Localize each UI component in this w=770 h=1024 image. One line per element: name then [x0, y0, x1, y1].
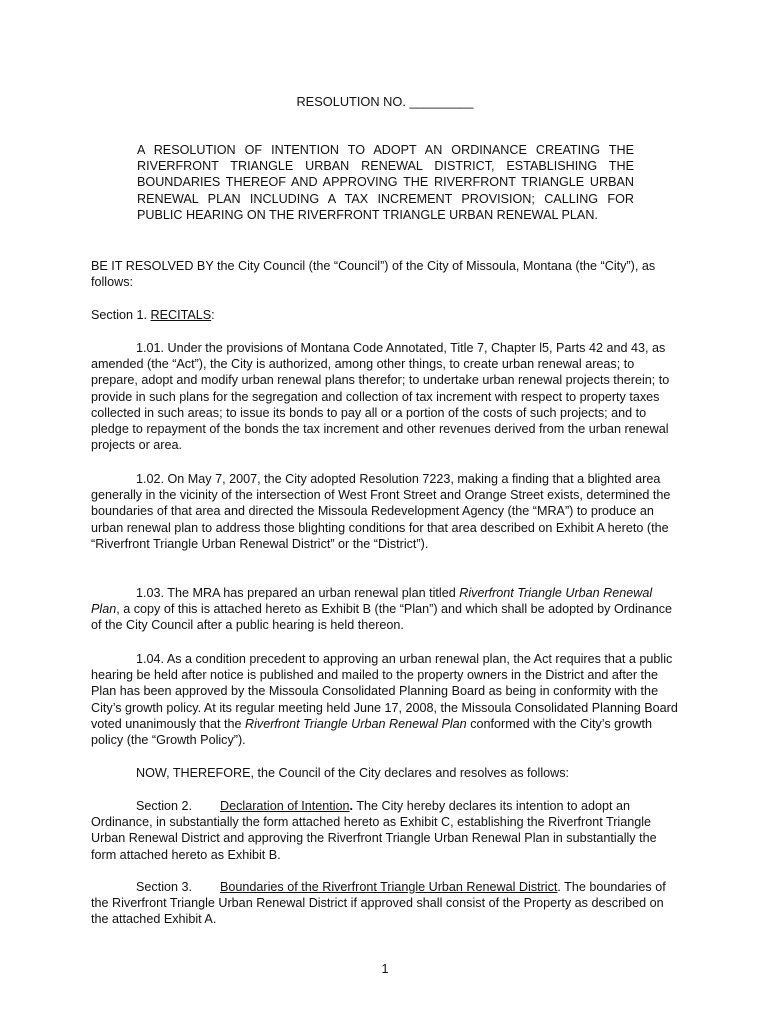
section-2-text: The City hereby declares its intention to adopt an Ordinance, in substantially the form attached hereto as Exhibit C, establishing the Riverfront Triangle Urban Renewal District and approving the Riverfront Triangle Urban Renewal Plan in substantially the form attached hereto as Exhibit B.	[91, 799, 657, 862]
section-2-label: Section 2.	[136, 799, 193, 813]
recital-1-03-text-b: , a copy of this is attached hereto as Exhibit B (the “Plan”) and which shall be adopted by Ordinance of the City Council after a public hearing is held thereon.	[91, 602, 673, 633]
section-1-label: Section 1.	[91, 308, 151, 322]
resolution-title: RESOLUTION NO. _________	[296, 94, 474, 109]
now-therefore-paragraph: NOW, THEREFORE, the Council of the City declares and resolves as follows:	[136, 766, 570, 780]
section-2-paragraph	[91, 798, 681, 863]
section-2-heading: Declaration of Intention	[220, 799, 350, 813]
recital-1-03-plan-title: Riverfront Triangle Urban Renewal Plan	[91, 586, 653, 617]
section-3-paragraph	[91, 879, 681, 928]
recital-1-03-text-a: 1.03. The MRA has prepared an urban renewal plan titled	[136, 586, 460, 600]
section-3-heading: Boundaries of the Riverfront Triangle Urban Renewal District	[220, 880, 558, 894]
recital-1-04-text-a: 1.04. As a condition precedent to approving an urban renewal plan, the Act requires that a public hearing be held after notice is published and mailed to the property owners in the District and after the Plan has been approved by the Missoula Consolidated Planning Board as being in conformity with the City’s growth policy. At its regular meeting held June 17, 2008, the Missoula Consolidated Planning Board voted unanimously that the	[91, 652, 678, 731]
recital-1-02: 1.02. On May 7, 2007, the City adopted Resolution 7223, making a finding that a blighted area generally in the vicinity of the intersection of West Front Street and Orange Street exists, determined the boundaries of that area and directed the Missoula Redevelopment Agency (the “MRA”) to produce an urban renewal plan to address those blighting conditions for that area described on Exhibit A hereto (the “Riverfront Triangle Urban Renewal District” or the “District”).	[91, 472, 671, 551]
section-2-period: .	[349, 799, 354, 813]
recital-1-04-plan-title: Riverfront Triangle Urban Renewal Plan	[245, 716, 467, 731]
recital-1-04-text-b: conformed with the City’s growth policy (the “Growth Policy”).	[91, 716, 652, 748]
page-number: 1	[381, 962, 389, 976]
recital-1-01: 1.01. Under the provisions of Montana Code Annotated, Title 7, Chapter l5, Parts 42 and 43, as amended (the “Act”), the City is authorized, among other things, to create urban renewal areas; to prepare, adopt and modify urban renewal plans therefor; to undertake urban renewal projects therein; to provide in such plans for the segregation and collection of tax increment with respect to property taxes collected in such areas; to issue its bonds to pay all or a portion of the costs of such projects; and to pledge to repayment of the bonds the tax increment and other revenues derived from the urban renewal projects or area.	[91, 341, 670, 453]
section-3-text: . The boundaries of the Riverfront Triangle Urban Renewal District if approved shall consist of the Property as described on the attached Exhibit A.	[91, 880, 666, 927]
be-it-resolved-paragraph: BE IT RESOLVED BY the City Council (the “Council”) of the City of Missoula, Montana (the “City”), as follows:	[91, 259, 656, 290]
section-1-heading	[91, 307, 681, 323]
recital-1-04	[91, 651, 681, 748]
section-1-colon: :	[211, 308, 215, 322]
recital-1-03	[91, 585, 681, 634]
resolution-caption: A RESOLUTION OF INTENTION TO ADOPT AN ORDINANCE CREATING THE RIVERFRONT TRIANGLE URBAN RENEWAL DISTRICT, ESTABLISHING THE BOUNDARIES THEREOF AND APPROVING THE RIVERFRONT TRIANGLE URBAN RENEWAL PLAN INCLUDING A TAX INCREMENT PROVISION; CALLING FOR PUBLIC HEARING ON THE RIVERFRONT TRIANGLE URBAN RENEWAL PLAN.	[137, 143, 634, 222]
section-1-title: RECITALS	[150, 308, 212, 322]
section-3-label: Section 3.	[136, 880, 193, 894]
